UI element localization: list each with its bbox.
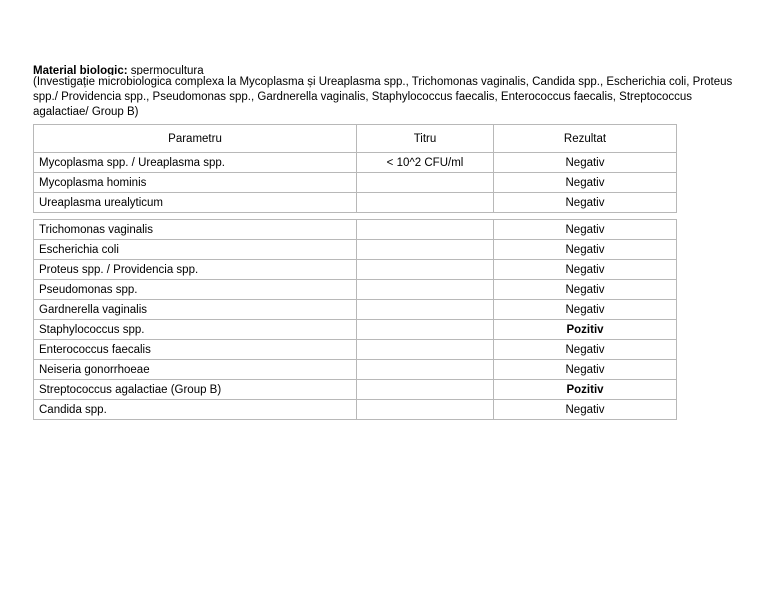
- titru-cell: [357, 220, 494, 240]
- result-cell: Pozitiv: [494, 380, 677, 400]
- table-row: [34, 280, 677, 300]
- titru-cell: [357, 380, 494, 400]
- result-cell: Negativ: [494, 240, 677, 260]
- result-cell: Negativ: [494, 280, 677, 300]
- titru-cell: [357, 280, 494, 300]
- table-row: [34, 220, 677, 240]
- parameter-cell: Trichomonas vaginalis: [34, 220, 357, 240]
- parameter-cell: Mycoplasma spp. / Ureaplasma spp.: [34, 153, 357, 173]
- titru-cell: < 10^2 CFU/ml: [357, 153, 494, 173]
- column-header-parametru: Parametru: [34, 125, 357, 153]
- parameter-cell: Ureaplasma urealyticum: [34, 193, 357, 213]
- parameter-cell: Enterococcus faecalis: [34, 340, 357, 360]
- result-cell: Negativ: [494, 173, 677, 193]
- column-header-titru: Titru: [357, 125, 494, 153]
- table-row: [34, 320, 677, 340]
- parameter-cell: Streptococcus agalactiae (Group B): [34, 380, 357, 400]
- table-row: [34, 380, 677, 400]
- parameter-cell: Escherichia coli: [34, 240, 357, 260]
- titru-cell: [357, 193, 494, 213]
- result-cell: Negativ: [494, 193, 677, 213]
- result-cell: Negativ: [494, 400, 677, 420]
- report-header: [33, 60, 733, 120]
- table-row: [34, 360, 677, 380]
- results-table-bacteria: [33, 219, 677, 420]
- titru-cell: [357, 300, 494, 320]
- parameter-cell: Mycoplasma hominis: [34, 173, 357, 193]
- table-row: [34, 300, 677, 320]
- material-value: spermocultura: [130, 65, 204, 75]
- parameter-cell: Neiseria gonorrhoeae: [34, 360, 357, 380]
- parameter-cell: Candida spp.: [34, 400, 357, 420]
- result-cell: Negativ: [494, 220, 677, 240]
- result-cell: Negativ: [494, 360, 677, 380]
- material-line: [33, 60, 733, 75]
- titru-cell: [357, 360, 494, 380]
- titru-cell: [357, 260, 494, 280]
- titru-cell: [357, 400, 494, 420]
- investigation-description: (Investigație microbiologica complexa la Mycoplasma și Ureaplasma spp., Trichomonas vaginalis, Candida spp., Escherichia coli, Proteus spp./ Providencia spp., Pseudomonas spp., Gardnerella vaginalis, Staphylococcus faecalis, Enterococcus faecalis, Streptococcus agalactiae/ Group B): [33, 76, 733, 118]
- table-row: [34, 193, 677, 213]
- table-row: [34, 400, 677, 420]
- result-cell: Negativ: [494, 260, 677, 280]
- results-table-mycoplasma: [33, 124, 677, 213]
- table-row: [34, 260, 677, 280]
- parameter-cell: Proteus spp. / Providencia spp.: [34, 260, 357, 280]
- table-row: [34, 340, 677, 360]
- titru-cell: [357, 320, 494, 340]
- table-header-row: [34, 125, 677, 153]
- result-cell: Pozitiv: [494, 320, 677, 340]
- column-header-rezultat: Rezultat: [494, 125, 677, 153]
- material-label: Material biologic:: [33, 65, 128, 75]
- result-cell: Negativ: [494, 340, 677, 360]
- titru-cell: [357, 173, 494, 193]
- parameter-cell: Staphylococcus spp.: [34, 320, 357, 340]
- titru-cell: [357, 240, 494, 260]
- parameter-cell: Gardnerella vaginalis: [34, 300, 357, 320]
- table-row: [34, 153, 677, 173]
- parameter-cell: Pseudomonas spp.: [34, 280, 357, 300]
- titru-cell: [357, 340, 494, 360]
- table-row: [34, 240, 677, 260]
- result-cell: Negativ: [494, 300, 677, 320]
- table-row: [34, 173, 677, 193]
- result-cell: Negativ: [494, 153, 677, 173]
